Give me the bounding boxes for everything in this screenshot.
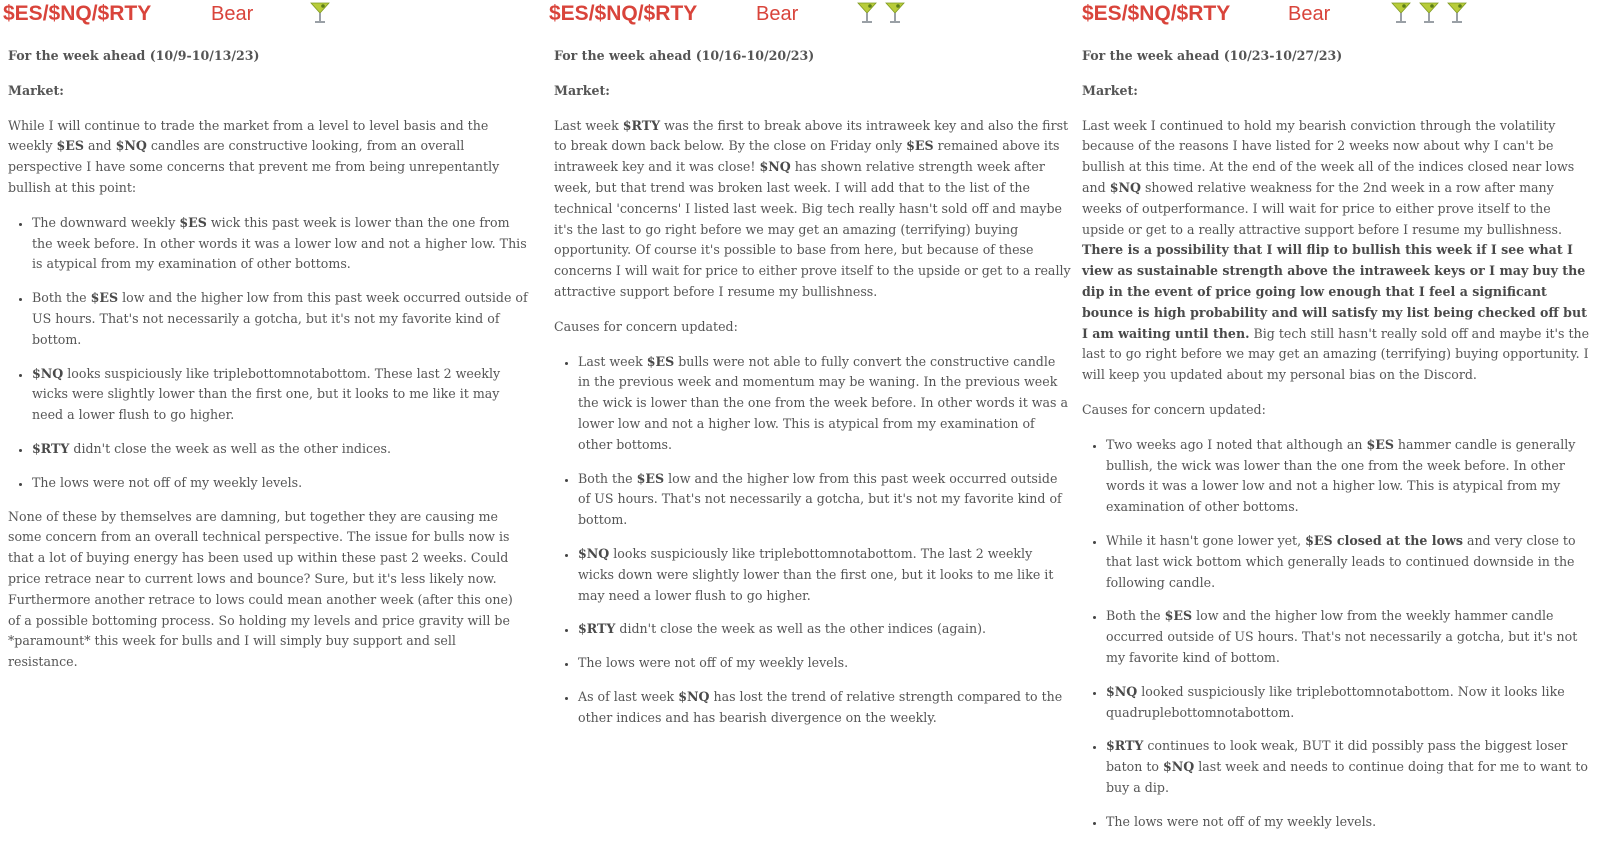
bold-text: $ES (1366, 436, 1394, 452)
martini-glass-icon (884, 0, 906, 24)
bold-text: $RTY (578, 621, 616, 637)
text-run: Last week (578, 353, 647, 369)
text-run: The downward weekly (32, 214, 180, 230)
text-run: Two weeks ago I noted that although an (1106, 436, 1367, 452)
bold-text: $NQ (1162, 759, 1195, 775)
martini-glass-icon (1446, 0, 1468, 24)
list-item (578, 619, 1071, 640)
market-label: Market: (554, 82, 610, 98)
text-run: low and the higher low from this past week occurred outside of US hours. That's not necessarily a gotcha, but it's not my favorite kind of bottom. (32, 290, 528, 347)
text-run: hammer candle is generally bullish, the wick was lower than the one from the week before. In other words it was a lower low and not a higher low. This is atypical from my examination of other bottoms. (1106, 436, 1576, 515)
list-item (578, 352, 1071, 456)
text-run: candles are constructive looking, from an overall perspective I have some concerns that prevent me from being unrepentantly bullish at this point: (8, 138, 500, 195)
text-run: remained above its intraweek key and it was close! (554, 138, 1060, 175)
week-body (1082, 46, 1594, 833)
text-run: Last week I continued to hold my bearish conviction through the volatility because of the reasons I have listed for 2 weeks now about why I can't be bullish at this time. At the end of the week all of the indices closed near lows and (1082, 117, 1575, 195)
bias-label: Bear (211, 3, 254, 25)
intro-paragraph (8, 116, 528, 199)
column-week-3 (1082, 0, 1594, 846)
list-item (1106, 606, 1592, 668)
header (0, 0, 530, 34)
text-run: Both the (1106, 608, 1165, 624)
conviction-icons (309, 0, 337, 24)
causes-label: Causes for concern updated: (554, 318, 738, 334)
list-item (1106, 531, 1592, 593)
week-heading: For the week ahead (10/9-10/13/23) (8, 48, 260, 63)
list-item (32, 439, 528, 460)
list-item (1106, 736, 1592, 798)
text-run: looks suspiciously like triplebottomnotabottom. The last 2 weekly wicks down were slightly lower than the first one, but it looks to me like it may need a lower flush to go higher. (578, 545, 1054, 603)
week-heading: For the week ahead (10/23-10/27/23) (1082, 48, 1343, 63)
list-item (1106, 435, 1592, 518)
conviction-icons (1390, 0, 1474, 24)
martini-glass-icon (1390, 0, 1412, 24)
column-week-2 (548, 0, 1073, 742)
text-run: wick this past week is lower than the one from the week before. In other words it was a lower low and not a higher low. This is atypical from my examination of other bottoms. (32, 214, 527, 272)
bold-text: $ES (90, 290, 119, 306)
causes-label: Causes for concern updated: (1082, 401, 1266, 417)
text-run: The lows were not off of my weekly levels. (578, 655, 849, 671)
text-run: As of last week (578, 688, 679, 704)
bold-text: $RTY (32, 440, 70, 456)
text-run: While I will continue to trade the market from a level to level basis and the weekly (8, 117, 489, 154)
text-run: has shown relative strength week after week, but that trend was broken last week. I will add that to the list of the technical 'concerns' I listed last week. Big tech really hasn't sold off and maybe it's the last to go right before we may get an amazing (terrifying) buying opportunity. Of course it's possible to base from here, but because of these concerns I will wait for price to either prove itself to the upside or get to a really attractive support before I resume my bullishness. (554, 159, 1071, 299)
bold-text: $ES (646, 353, 675, 369)
bold-text: $ES (56, 138, 84, 154)
text-run: While it hasn't gone lower yet, (1106, 532, 1306, 548)
bold-text: $ES closed at the lows (1305, 532, 1463, 548)
list-item (578, 544, 1071, 606)
bias-label: Bear (1288, 3, 1331, 25)
martini-glass-icon (856, 0, 878, 24)
bias-label: Bear (756, 3, 799, 25)
text-run: The lows were not off of my weekly levels. (1106, 813, 1377, 829)
concern-list (554, 352, 1071, 729)
bold-text: $NQ (115, 138, 147, 154)
text-run: low and the higher low from the weekly hammer candle occurred outside of US hours. That's not necessarily a gotcha, but it's not my favorite kind of bottom. (1106, 608, 1578, 665)
column-week-1 (0, 0, 530, 687)
martini-glass-icon (1418, 0, 1440, 24)
list-item (1106, 812, 1592, 833)
martini-glass-icon (309, 0, 331, 24)
ticker-title: $ES/$NQ/$RTY (549, 2, 698, 25)
text-run: Both the (578, 470, 637, 486)
text-run: low and the higher low from this past week occurred outside of US hours. That's not necessarily a gotcha, but it's not my favorite kind of bottom. (578, 470, 1062, 528)
market-label: Market: (1082, 82, 1138, 98)
bold-text: $NQ (1109, 179, 1141, 195)
text-run: and (83, 138, 116, 154)
week-body (548, 46, 1073, 729)
list-item (32, 364, 528, 426)
week-body (0, 46, 530, 673)
text-run: None of these by themselves are damning, but together they are causing me some concern from an overall technical perspective. The issue for bulls now is that a lot of buying energy has been used up within these past 2 weeks. Could price retrace near to current lows and bounce? Sure, but it's less likely now. Furthermore another retrace to lows could mean another week (after this one) of a possible bottoming process. So holding my levels and price gravity will be *paramount* this week for bulls and I will simply buy support and sell resistance. (8, 508, 513, 670)
text-run: bulls were not able to fully convert the constructive candle in the previous week and momentum may be waning. In the previous week the wick is lower than the one from the week before. In other words it was a lower low and not a higher low. This is atypical from my examination of other bottoms. (578, 353, 1069, 452)
bold-text: $RTY (1106, 738, 1144, 754)
bold-text: $NQ (1106, 683, 1138, 699)
bold-text: $NQ (578, 545, 610, 561)
text-run: didn't close the week as well as the other indices (again). (615, 621, 987, 637)
conviction-icons (856, 0, 912, 24)
bold-text: $NQ (32, 365, 64, 381)
list-item (32, 473, 528, 494)
bold-text: $ES (906, 138, 934, 154)
ticker-title: $ES/$NQ/$RTY (3, 2, 152, 25)
list-item (578, 687, 1071, 729)
text-run: last week and needs to continue doing that for me to want to buy a dip. (1106, 759, 1589, 795)
bold-text: There is a possibility that I will flip to bullish this week if I see what I view as sustainable strength above the intraweek keys or I may buy the dip in the event of price going low enough that I feel a significant bounce is high probability and will satisfy my list being checked off but I am waiting until then. (1082, 242, 1587, 341)
market-label: Market: (8, 82, 64, 98)
week-heading: For the week ahead (10/16-10/20/23) (554, 48, 815, 63)
ticker-title: $ES/$NQ/$RTY (1082, 2, 1231, 25)
bold-text: $ES (636, 470, 665, 486)
bold-text: $NQ (759, 159, 791, 175)
text-run: didn't close the week as well as the other indices. (69, 440, 391, 456)
text-run: showed relative weakness for the 2nd week in a row after many weeks of outperformance. I will wait for price to either prove itself to the upside or get to a really attractive support before I resume my bullishness. (1082, 179, 1562, 237)
text-run: The lows were not off of my weekly levels. (32, 474, 303, 490)
bold-text: $NQ (678, 688, 710, 704)
text-run: and very close to that last wick bottom which generally leads to continued downside in the following candle. (1106, 532, 1576, 590)
concern-list (1082, 435, 1592, 833)
outro-paragraph (8, 507, 528, 673)
concern-list (8, 213, 528, 494)
list-item (1106, 682, 1592, 724)
list-item (32, 213, 528, 275)
list-item (578, 653, 1071, 674)
header (1082, 0, 1594, 34)
text-run: Last week (554, 117, 623, 133)
bold-text: $ES (179, 214, 207, 230)
list-item (578, 469, 1071, 531)
text-run: looked suspiciously like triplebottomnotabottom. Now it looks like quadruplebottomnotabottom. (1106, 683, 1565, 720)
intro-paragraph (1082, 116, 1592, 386)
text-run: looks suspiciously like triplebottomnotabottom. These last 2 weekly wicks were slightly lower than the first one, but it looks to me like it may need a lower flush to go higher. (32, 365, 501, 423)
text-run: Big tech still hasn't really sold off and maybe it's the last to go right before we may get an amazing (terrifying) buying opportunity. I will keep you updated about my personal bias on the Discord. (1082, 325, 1590, 383)
text-run: has lost the trend of relative strength compared to the other indices and has bearish divergence on the weekly. (578, 688, 1063, 725)
text-run: was the first to break above its intraweek key and also the first to break down back below. By the close on Friday only (554, 117, 1069, 154)
bold-text: $ES (1164, 608, 1193, 624)
list-item (32, 288, 528, 350)
text-run: Both the (32, 290, 91, 306)
text-run: continues to look weak, BUT it did possibly pass the biggest loser baton to (1106, 738, 1568, 775)
intro-paragraph (554, 116, 1071, 303)
header (548, 0, 1073, 34)
bold-text: $RTY (622, 117, 661, 133)
